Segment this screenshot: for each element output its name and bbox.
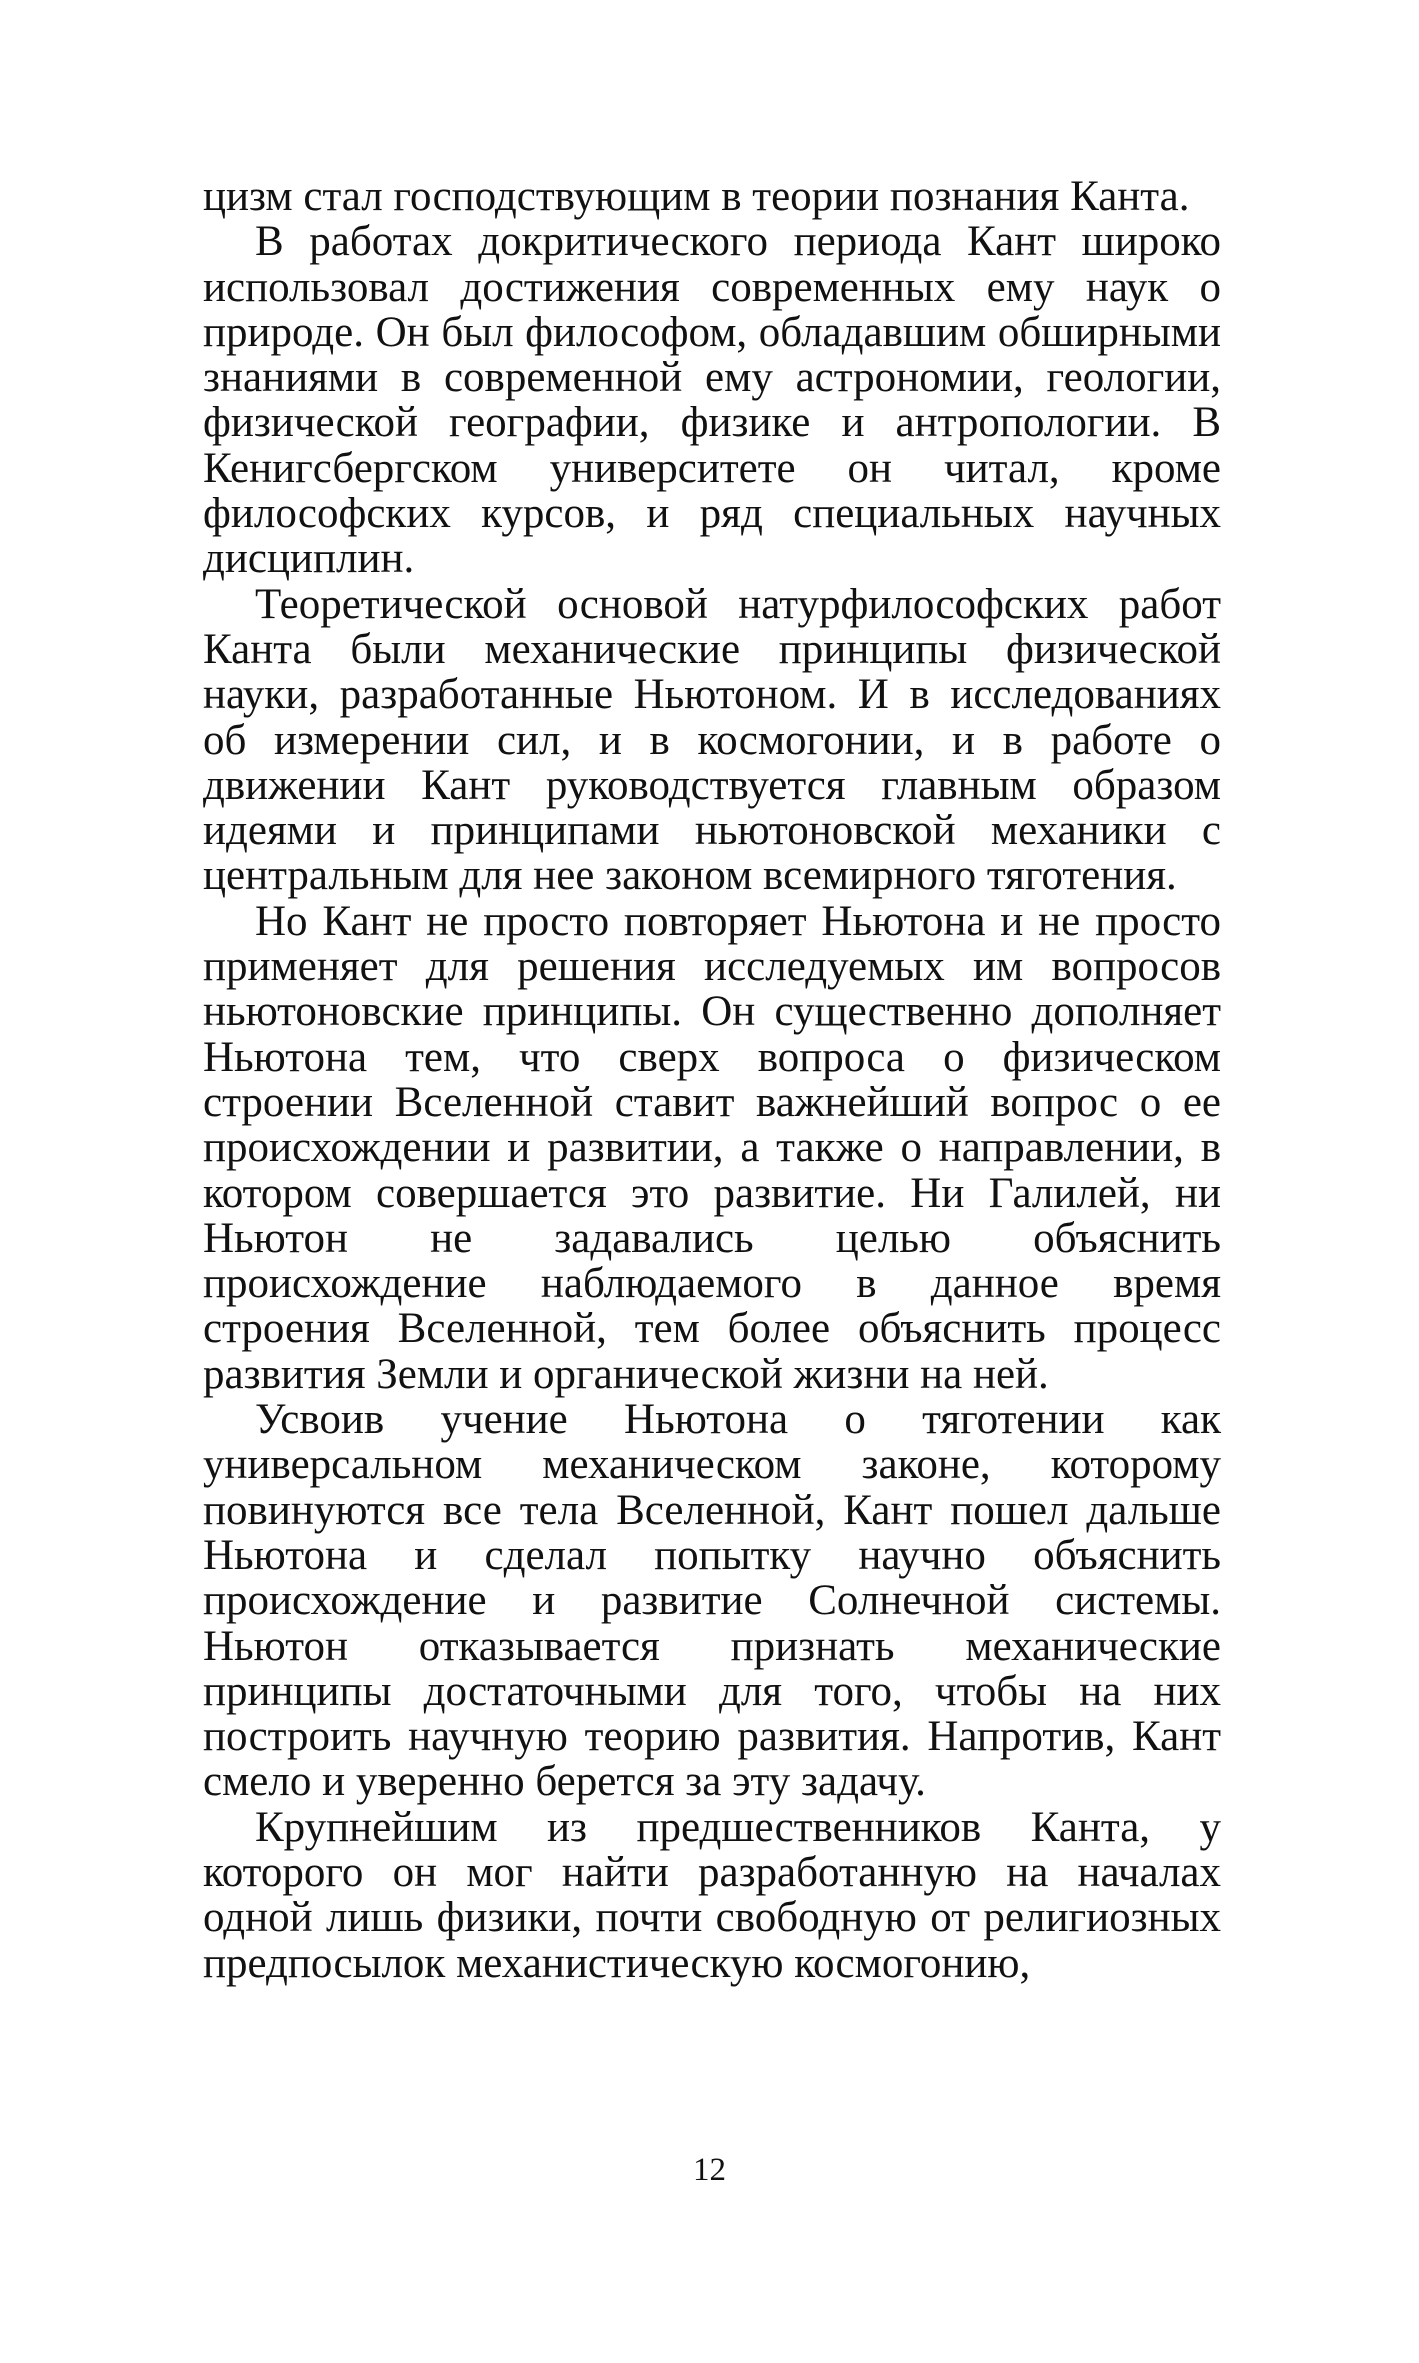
paragraph-continuation: цизм стал господствующим в теории познания Канта. [203, 173, 1190, 220]
paragraph: Но Кант не просто повторяет Ньютона и не просто применяет для решения исследуемых им вопросов ньютоновские принципы. Он существенно дополняет Ньютона тем, что сверх вопроса о физическом строении Вселенной ставит важнейший вопрос о ее происхождении и развитии, а также о направлении, в котором совершается это развитие. Ни Галилей, ни Ньютон не задавались целью объяснить происхождение наблюдаемого в данное время строения Вселенной, тем более объяснить процесс развития Земли и органической жизни на ней. [203, 897, 1221, 1398]
paragraph: Усвоив учение Ньютона о тяготении как универсальном механическом законе, которому повинуются все тела Вселенной, Кант пошел дальше Ньютона и сделал попытку научно объяснить происхождение и развитие Солнечной системы. Ньютон отказывается признать механические принципы достаточными для того, чтобы на них построить научную теорию развития. Напротив, Кант смело и уверенно берется за эту задачу. [203, 1396, 1221, 1806]
page-number: 12 [693, 2152, 726, 2188]
paragraph: Теоретической основой натурфилософских работ Канта были механические принципы физической науки, разработанные Ньютоном. И в исследованиях об измерении сил, и в космогонии, и в работе о движении Кант руководствуется главным образом идеями и принципами ньютоновской механики с центральным для нее законом всемирного тяготения. [203, 580, 1221, 900]
paragraph: В работах докритического периода Кант широко использовал достижения современных ему наук о природе. Он был философом, обладавшим обширными знаниями в современной ему астрономии, геологии, физической географии, физике и антропологии. В Кенигсбергском университете он читал, кроме философских курсов, и ряд специальных научных дисциплин. [203, 218, 1221, 583]
body-text [203, 174, 1221, 1986]
paragraph: Крупнейшим из предшественников Канта, у которого он мог найти разработанную на началах одной лишь физики, почти свободную от религиозных предпосылок механистическую космогонию, [203, 1803, 1221, 1987]
